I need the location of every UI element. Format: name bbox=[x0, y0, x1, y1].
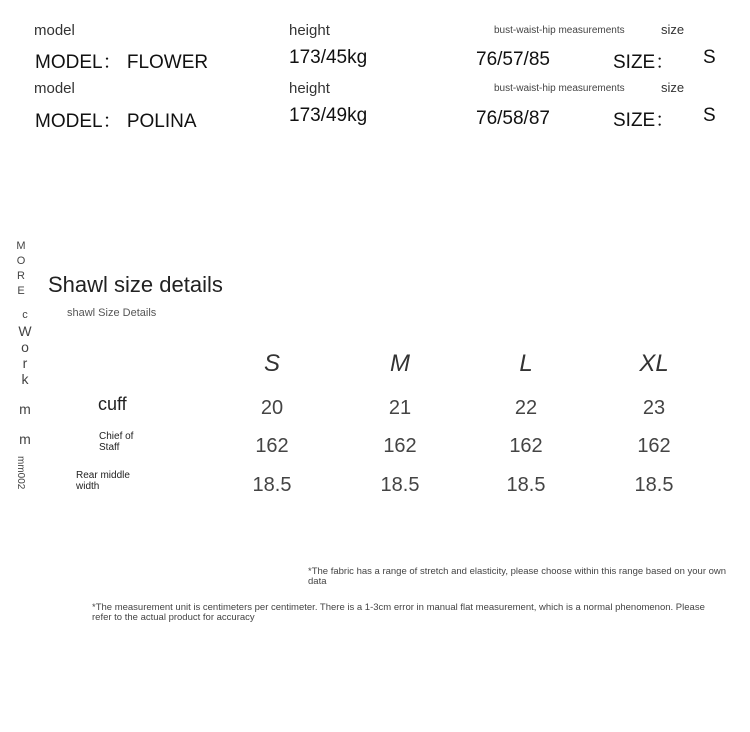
model-height: 173/49kg bbox=[289, 105, 368, 126]
table-cell: 162 bbox=[509, 435, 543, 457]
size-header-s: S bbox=[263, 350, 280, 377]
table-cell: 162 bbox=[383, 435, 417, 457]
side-m-letter: m bbox=[19, 431, 31, 447]
size-label: size bbox=[661, 80, 685, 95]
model-size-value: S bbox=[703, 105, 716, 126]
row-label-chief-of-staff: Chief of Staff bbox=[99, 431, 134, 453]
measurements-label: bust-waist-hip measurements bbox=[494, 25, 625, 36]
row-label-rear-middle-width: Rear middle width bbox=[76, 470, 130, 492]
side-work-letter: W bbox=[18, 323, 32, 339]
side-work-letter: r bbox=[22, 355, 28, 371]
side-work-letter: o bbox=[21, 339, 29, 355]
side-code-text: mm002 bbox=[15, 456, 26, 490]
table-cell: 18.5 bbox=[634, 474, 674, 496]
model-height: 173/45kg bbox=[289, 47, 368, 68]
model-name: MODEL： FLOWER bbox=[35, 52, 209, 73]
model-size-key: SIZE： bbox=[613, 110, 675, 131]
table-cell: 18.5 bbox=[252, 474, 292, 496]
model-measurements: 76/58/87 bbox=[476, 108, 550, 129]
row-label-cuff: cuff bbox=[98, 394, 127, 414]
side-work-letter: c bbox=[22, 309, 28, 321]
height-label: height bbox=[289, 80, 330, 97]
size-header-l: L bbox=[519, 350, 533, 377]
stretch-note: *The fabric has a range of stretch and elasticity, please choose within this range based on your own data bbox=[308, 566, 727, 587]
table-cell: 162 bbox=[637, 435, 671, 457]
side-more-text: MORE bbox=[15, 240, 27, 300]
section-subtitle: shawl Size Details bbox=[67, 307, 157, 319]
table-cell: 20 bbox=[260, 397, 284, 419]
section-title: Shawl size details bbox=[48, 272, 223, 297]
size-label: size bbox=[661, 22, 685, 37]
measurements-label: bust-waist-hip measurements bbox=[494, 83, 625, 94]
model-size-value: S bbox=[703, 47, 716, 68]
size-header-xl: XL bbox=[639, 350, 669, 377]
model-name: MODEL： POLINA bbox=[35, 111, 197, 132]
model-measurements: 76/57/85 bbox=[476, 49, 550, 70]
height-label: height bbox=[289, 22, 330, 39]
table-cell: 23 bbox=[642, 397, 666, 419]
model-label: model bbox=[34, 22, 75, 39]
model-size-key: SIZE： bbox=[613, 52, 675, 73]
size-header-m: M bbox=[390, 350, 410, 377]
table-cell: 21 bbox=[388, 397, 412, 419]
side-m-letter: m bbox=[19, 401, 31, 417]
model-label: model bbox=[34, 80, 75, 97]
table-cell: 162 bbox=[255, 435, 289, 457]
measurement-note: *The measurement unit is centimeters per centimeter. There is a 1-3cm error in manual flat measurement, which is a normal phenomenon. Please refer to the actual product for accuracy bbox=[92, 602, 705, 623]
table-cell: 22 bbox=[514, 397, 538, 419]
table-cell: 18.5 bbox=[506, 474, 546, 496]
side-work-letter: k bbox=[21, 371, 29, 387]
table-cell: 18.5 bbox=[380, 474, 420, 496]
side-vertical-text bbox=[15, 240, 35, 489]
